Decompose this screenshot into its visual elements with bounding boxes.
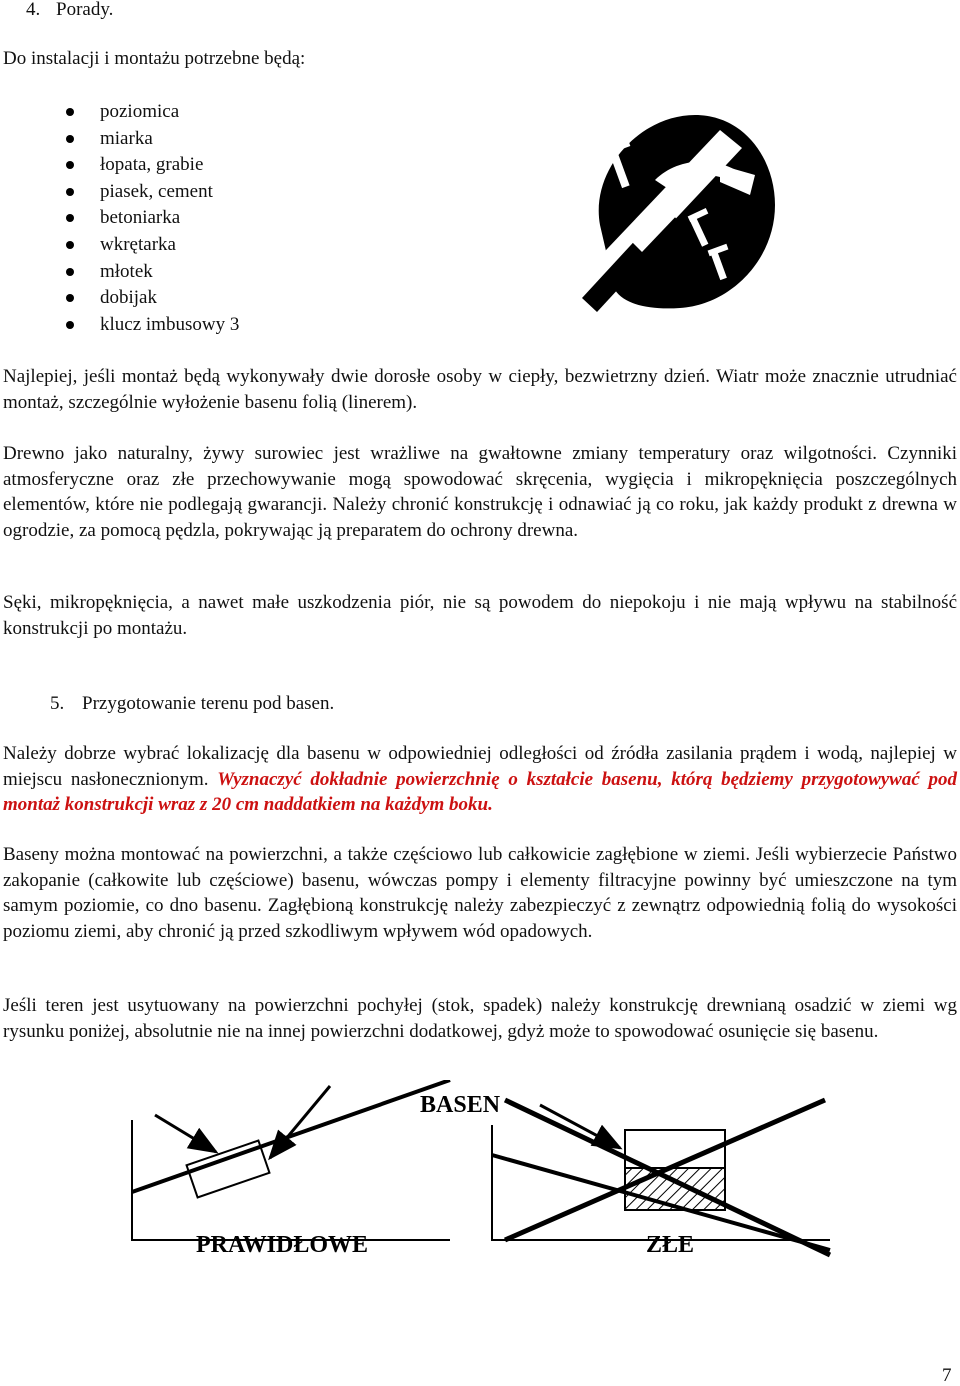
list-item: betoniarka xyxy=(62,205,239,232)
section-number: 5. xyxy=(50,693,65,714)
tools-intro: Do instalacji i montażu potrzebne będą: xyxy=(3,48,306,69)
paragraph-wood-care: Drewno jako naturalny, żywy surowiec jest wrażliwe na gwałtowne zmiany temperatury oraz wilgotności. Czynniki atmosferyczne oraz złe przechowywanie mogą spowodować skręcenia, wygięcia i mikropęknięcia poszczególnych elementów, które nie podlegają gwarancji. Należy chronić konstrukcję i odnawiać ją co roku, jak każdy produkt z drewna w ogrodzie, za pomocą pędzla, pokrywając ją preparatem do ochrony drewna. xyxy=(3,443,957,541)
location-emphasis: Wyznaczyć dokładnie powierzchnię o kształcie basenu, którą będziemy przygotowywać pod montaż konstrukcji wraz z 20 cm naddatkiem na każdym boku. xyxy=(3,768,957,815)
bullet-icon xyxy=(66,294,74,302)
bullet-icon xyxy=(66,161,74,169)
section-4-heading xyxy=(26,0,113,22)
bullet-icon xyxy=(66,135,74,143)
list-item: klucz imbusowy 3 xyxy=(62,312,239,339)
slope-diagram xyxy=(120,1080,840,1270)
bullet-icon xyxy=(66,214,74,222)
list-item: dobijak xyxy=(62,285,239,312)
paragraph-burying: Baseny można montować na powierzchni, a także częściowo lub całkowicie zagłębione w ziemi. Jeśli wybierzecie Państwo zakopanie (całkowite lub częściowe) basenu, wówczas pompy i elementy filtracyjne powinny być umieszczone na tym samym poziomie, co dno basenu. Zagłębioną konstrukcję należy zabezpieczyć z zewnątrz odpowiednią folią do wysokości poziomu ziemi, aby chronić ją przed szkodliwym wpływem wód opadowych. xyxy=(3,844,957,942)
paragraph-location xyxy=(3,741,957,818)
section-5-heading xyxy=(50,691,334,716)
list-item: młotek xyxy=(62,259,239,286)
page-number: 7 xyxy=(942,1365,952,1386)
section-title: Przygotowanie terenu pod basen. xyxy=(82,693,335,714)
label-correct: PRAWIDŁOWE xyxy=(196,1232,369,1258)
list-item: poziomica xyxy=(62,99,239,126)
tools-list xyxy=(62,99,239,338)
bullet-icon xyxy=(66,108,74,116)
list-item: miarka xyxy=(62,126,239,153)
paragraph-knots: Sęki, mikropęknięcia, a nawet małe uszkodzenia piór, nie są powodem do niepokoju i nie mają wpływu na stabilność konstrukcji po montażu. xyxy=(3,592,957,639)
list-item: wkrętarka xyxy=(62,232,239,259)
bullet-icon xyxy=(66,321,74,329)
section-number: 4. xyxy=(26,0,41,20)
label-basen: BASEN xyxy=(420,1092,501,1118)
section-title: Porady. xyxy=(56,0,114,20)
no-hammer-icon xyxy=(570,110,780,322)
list-item: łopata, grabie xyxy=(62,152,239,179)
bullet-icon xyxy=(66,268,74,276)
location-text: Należy dobrze wybrać lokalizację dla basenu w odpowiedniej odległości od źródła zasilania prądem i wodą, najlepiej w miejscu nasłonecznionym. xyxy=(3,743,957,790)
label-wrong: ZŁE xyxy=(646,1232,695,1258)
bullet-icon xyxy=(66,188,74,196)
correct-variant xyxy=(132,1080,450,1240)
list-item: piasek, cement xyxy=(62,179,239,206)
paragraph-assembly-conditions: Najlepiej, jeśli montaż będą wykonywały dwie dorosłe osoby w ciepły, bezwietrzny dzień. Wiatr może znacznie utrudniać montaż, szczególnie wyłożenie basenu folią (linerem). xyxy=(3,366,957,413)
paragraph-slope: Jeśli teren jest usytuowany na powierzchni pochyłej (stok, spadek) należy konstrukcję drewnianą osadzić w ziemi wg rysunku poniżej, absolutnie nie na innej powierzchni dodatkowej, gdyż może to spowodować osunięcie się basenu. xyxy=(3,995,957,1042)
bullet-icon xyxy=(66,241,74,249)
